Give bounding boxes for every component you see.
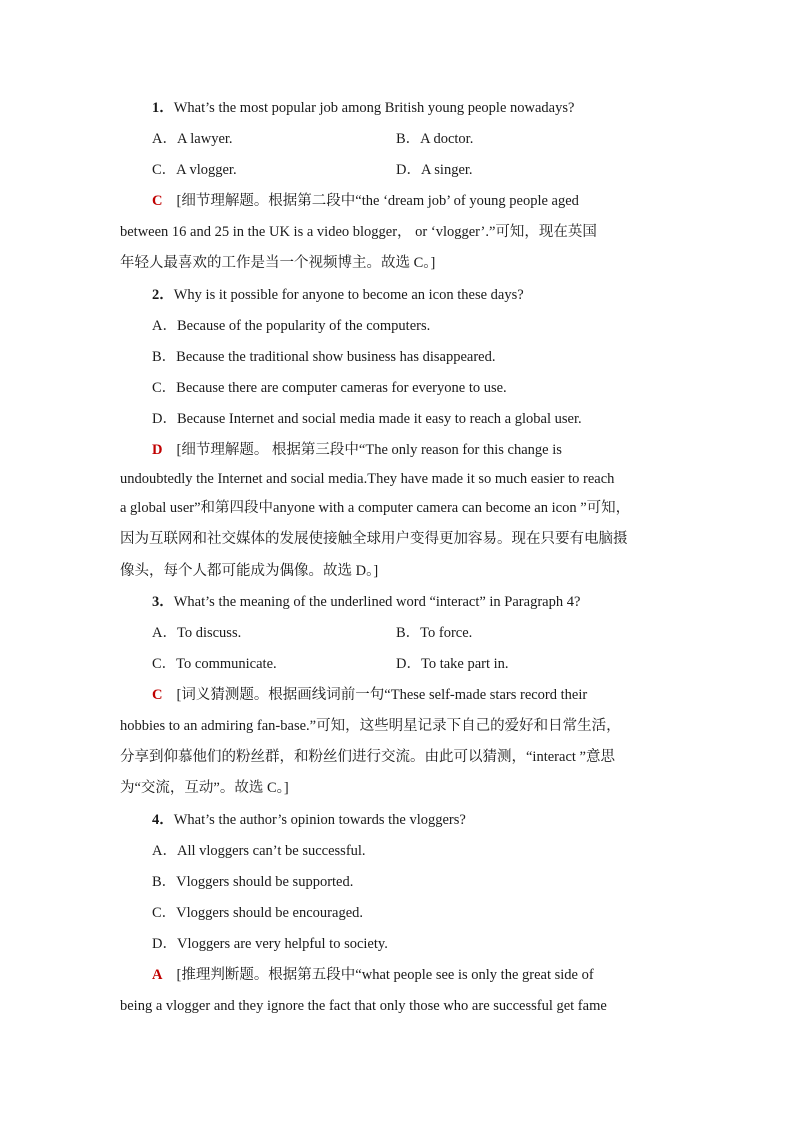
question-text: What’s the meaning of the underlined word “interact” in Paragraph 4? — [173, 594, 581, 610]
option: D．To take part in. — [396, 656, 509, 672]
option: A．To discuss. — [152, 625, 242, 641]
explanation-line: C [细节理解题。根据第二段中“the ‘dream job’ of young people aged — [152, 193, 579, 209]
option: A．All vloggers can’t be successful. — [152, 843, 366, 859]
question-stem — [152, 810, 466, 830]
question-stem — [152, 98, 574, 118]
question-stem — [152, 285, 524, 305]
answer-letter: A — [152, 967, 163, 983]
question-number: 1． — [152, 100, 174, 116]
explanation-line: being a vlogger and they ignore the fact that only those who are successful get fame — [120, 998, 607, 1014]
explanation-line: C [词义猜测题。根据画线词前一句“These self-made stars record their — [152, 687, 588, 703]
option: A．Because of the popularity of the computers. — [152, 318, 431, 334]
option: B．A doctor. — [396, 131, 474, 147]
option: D．Vloggers are very helpful to society. — [152, 936, 388, 952]
answer-letter: C — [152, 687, 163, 703]
explanation-line: 年轻人最喜欢的工作是当一个视频博主。故选 C。] — [120, 255, 436, 271]
option: B．Vloggers should be supported. — [152, 874, 354, 890]
answer-letter: D — [152, 442, 163, 458]
explanation-line: hobbies to an admiring fan-base.”可知，这些明星记录下自己的爱好和日常生活， — [120, 718, 621, 734]
explanation-line: 像头，每个人都可能成为偶像。故选 D。] — [120, 563, 379, 579]
explanation-line: D [细节理解题。 根据第三段中“The only reason for this change is — [152, 442, 562, 458]
question-text: What’s the author’s opinion towards the vloggers? — [173, 812, 466, 828]
question-number: 2． — [152, 287, 174, 303]
question-text: What’s the most popular job among British young people nowadays? — [173, 100, 575, 116]
explanation-line: 因为互联网和社交媒体的发展使接触全球用户变得更加容易。现在只要有电脑摄 — [120, 531, 628, 547]
question-stem — [152, 592, 580, 612]
explanation-line: undoubtedly the Internet and social media.They have made it so much easier to reach — [120, 471, 615, 487]
explanation-line: a global user”和第四段中anyone with a computer camera can become an icon ”可知， — [120, 500, 631, 516]
option: B．Because the traditional show business has disappeared. — [152, 349, 496, 365]
question-number: 4． — [152, 812, 174, 828]
question-text: Why is it possible for anyone to become an icon these days? — [173, 287, 524, 303]
option: C．Vloggers should be encouraged. — [152, 905, 364, 921]
option: D．Because Internet and social media made it easy to reach a global user. — [152, 411, 582, 427]
explanation-line: A [推理判断题。根据第五段中“what people see is only the great side of — [152, 967, 594, 983]
answer-letter: C — [152, 193, 163, 209]
explanation-line: 分享到仰慕他们的粉丝群，和粉丝们进行交流。由此可以猜测，“interact ”意思 — [120, 749, 615, 765]
option: C．To communicate. — [152, 656, 277, 672]
option: C．A vlogger. — [152, 162, 237, 178]
option: C．Because there are computer cameras for everyone to use. — [152, 380, 507, 396]
explanation-line: between 16 and 25 in the UK is a video blogger， or ‘vlogger’.”可知，现在英国 — [120, 224, 597, 240]
explanation-line: 为“交流，互动”。故选 C。] — [120, 780, 289, 796]
option: B．To force. — [396, 625, 473, 641]
option: A．A lawyer. — [152, 131, 233, 147]
option: D．A singer. — [396, 162, 473, 178]
question-number: 3． — [152, 594, 174, 610]
